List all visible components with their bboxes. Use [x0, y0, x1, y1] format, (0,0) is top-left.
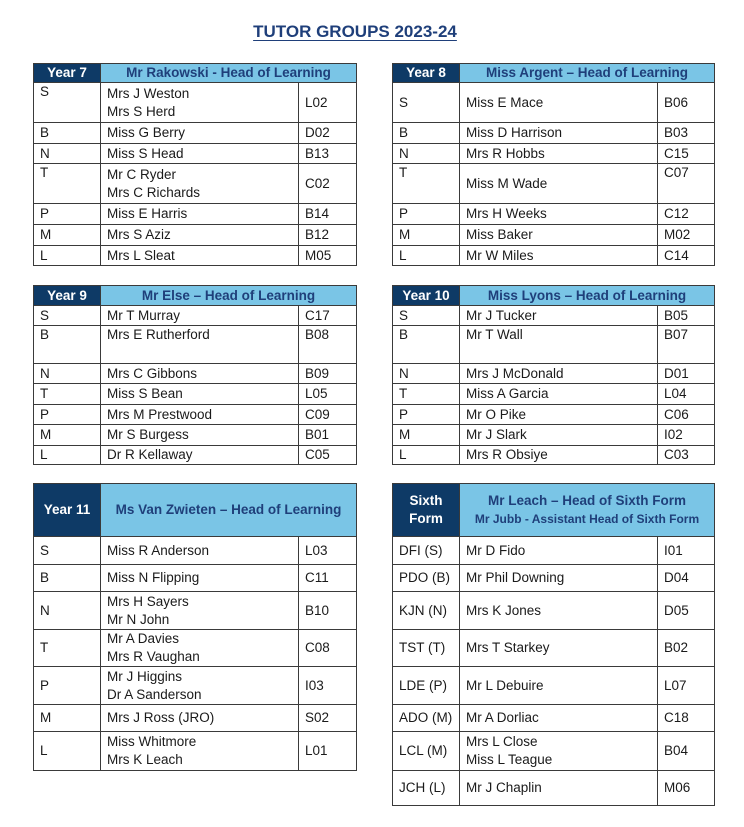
- tutor-cell: Miss S Head: [101, 144, 299, 164]
- room-cell: M05: [299, 246, 357, 266]
- room-cell: L03: [299, 537, 357, 565]
- tutor-name: Mrs R Vaughan: [107, 649, 200, 664]
- room-cell: L07: [658, 667, 715, 705]
- year11-head: Ms Van Zwieten – Head of Learning: [101, 484, 357, 537]
- year8-head: Miss Argent – Head of Learning: [460, 64, 715, 83]
- house-cell: N: [34, 144, 101, 164]
- sixth-form-header: [393, 484, 715, 537]
- table-row: [34, 405, 357, 425]
- table-row: [34, 83, 357, 123]
- table-row: [393, 246, 715, 266]
- tutor-cell: [101, 164, 299, 204]
- sixth-form-label-line1: Sixth: [409, 493, 443, 508]
- room-cell: C09: [299, 405, 357, 425]
- room-cell: C02: [299, 164, 357, 204]
- room-cell: L05: [299, 384, 357, 405]
- tutor-cell: Miss G Berry: [101, 123, 299, 144]
- year11-table: [33, 483, 357, 771]
- room-cell: I03: [299, 667, 357, 705]
- year7-table: [33, 63, 357, 266]
- table-row: [34, 225, 357, 246]
- room-cell: L02: [299, 83, 357, 123]
- room-cell: B04: [658, 732, 715, 771]
- house-cell: S: [393, 306, 460, 326]
- tutor-cell: [101, 667, 299, 705]
- table-row: [393, 405, 715, 425]
- tutor-cell: Mrs R Obsiye: [460, 446, 658, 465]
- house-cell: S: [34, 306, 101, 326]
- tutor-cell: Mrs E Rutherford: [101, 326, 299, 364]
- room-cell: C03: [658, 446, 715, 465]
- tutor-cell: Mr D Fido: [460, 537, 658, 565]
- room-cell: B06: [658, 83, 715, 123]
- tutor-name: Dr A Sanderson: [107, 686, 202, 702]
- tutor-name: Mr A Davies: [107, 631, 180, 646]
- room-cell: C05: [299, 446, 357, 465]
- tutor-cell: Mrs S Aziz: [101, 225, 299, 246]
- table-row: [34, 364, 357, 384]
- room-cell: B10: [299, 592, 357, 630]
- tutor-cell: Mrs H Weeks: [460, 204, 658, 225]
- house-cell: DFI (S): [393, 537, 460, 565]
- year10-header: [393, 286, 715, 306]
- house-cell: B: [393, 326, 460, 364]
- year9-header: [34, 286, 357, 306]
- house-cell: B: [34, 565, 101, 592]
- room-cell: B02: [658, 630, 715, 667]
- house-cell: P: [393, 405, 460, 425]
- tutor-cell: [101, 630, 299, 667]
- room-cell: B13: [299, 144, 357, 164]
- sixth-form-label-line2: Form: [409, 511, 443, 526]
- table-row: [393, 565, 715, 592]
- house-cell: S: [34, 537, 101, 565]
- house-cell: JCH (L): [393, 771, 460, 806]
- house-cell: P: [34, 667, 101, 705]
- tutor-cell: [101, 592, 299, 630]
- room-cell: S02: [299, 705, 357, 732]
- year9-label: Year 9: [34, 286, 101, 306]
- tutor-name: Mrs L Close: [466, 734, 538, 749]
- tutor-cell: Miss M Wade: [460, 164, 658, 204]
- room-cell: B12: [299, 225, 357, 246]
- table-row: [34, 425, 357, 446]
- table-row: [393, 771, 715, 806]
- table-row: [34, 246, 357, 266]
- table-row: [393, 705, 715, 732]
- house-cell: B: [393, 123, 460, 144]
- room-cell: L04: [658, 384, 715, 405]
- table-row: [393, 384, 715, 405]
- year8-header: [393, 64, 715, 83]
- tutor-cell: Mr W Miles: [460, 246, 658, 266]
- tutor-cell: Miss A Garcia: [460, 384, 658, 405]
- tutor-cell: Mr T Murray: [101, 306, 299, 326]
- table-row: [34, 164, 357, 204]
- house-cell: L: [393, 446, 460, 465]
- room-cell: I02: [658, 425, 715, 446]
- tutor-cell: Mr A Dorliac: [460, 705, 658, 732]
- tutor-cell: Mr J Chaplin: [460, 771, 658, 806]
- table-row: [34, 667, 357, 705]
- tutor-name: Mr C Ryder: [107, 166, 177, 182]
- house-cell: P: [34, 204, 101, 225]
- house-cell: T: [34, 630, 101, 667]
- tutor-name: Mrs C Richards: [107, 184, 201, 200]
- tutor-cell: Miss R Anderson: [101, 537, 299, 565]
- room-cell: B08: [299, 326, 357, 364]
- table-row: [393, 204, 715, 225]
- room-cell: C07: [658, 164, 715, 204]
- year8-label: Year 8: [393, 64, 460, 83]
- table-row: [34, 565, 357, 592]
- house-cell: T: [393, 384, 460, 405]
- table-row: [393, 83, 715, 123]
- tutor-cell: Miss Baker: [460, 225, 658, 246]
- table-row: [34, 326, 357, 364]
- head-of-sixth-form: Mr Leach – Head of Sixth Form: [487, 493, 687, 508]
- house-cell: P: [393, 204, 460, 225]
- table-row: [393, 164, 715, 204]
- tutor-name: Mr J Higgins: [107, 668, 183, 684]
- tutor-cell: Mr J Slark: [460, 425, 658, 446]
- house-cell: M: [393, 225, 460, 246]
- tutor-cell: Mrs K Jones: [460, 592, 658, 630]
- tutor-cell: Mrs J McDonald: [460, 364, 658, 384]
- room-cell: D02: [299, 123, 357, 144]
- tutor-cell: Mr Phil Downing: [460, 565, 658, 592]
- tutor-cell: Mrs J Ross (JRO): [101, 705, 299, 732]
- table-row: [34, 384, 357, 405]
- house-cell: N: [34, 592, 101, 630]
- tutor-cell: Mrs M Prestwood: [101, 405, 299, 425]
- tutor-name: Miss Whitmore: [107, 734, 197, 749]
- sixth-form-table: [392, 483, 715, 806]
- table-row: [393, 225, 715, 246]
- table-row: [34, 630, 357, 667]
- house-cell: L: [393, 246, 460, 266]
- house-cell: TST (T): [393, 630, 460, 667]
- year7-header: [34, 64, 357, 83]
- table-row: [393, 732, 715, 771]
- table-row: [393, 123, 715, 144]
- room-cell: M02: [658, 225, 715, 246]
- tutor-cell: Miss N Flipping: [101, 565, 299, 592]
- house-cell: KJN (N): [393, 592, 460, 630]
- room-cell: B01: [299, 425, 357, 446]
- room-cell: C15: [658, 144, 715, 164]
- house-cell: N: [393, 364, 460, 384]
- tutor-cell: [101, 732, 299, 771]
- assistant-head: Mr Jubb - Assistant Head of Sixth Form: [474, 512, 700, 526]
- table-row: [393, 667, 715, 705]
- room-cell: C06: [658, 405, 715, 425]
- tutor-cell: [460, 732, 658, 771]
- room-cell: C11: [299, 565, 357, 592]
- room-cell: C17: [299, 306, 357, 326]
- year11-label: Year 11: [34, 484, 101, 537]
- tutor-cell: Miss E Mace: [460, 83, 658, 123]
- table-row: [34, 144, 357, 164]
- room-cell: D04: [658, 565, 715, 592]
- house-cell: N: [393, 144, 460, 164]
- table-row: [393, 425, 715, 446]
- year7-label: Year 7: [34, 64, 101, 83]
- page-title-text: TUTOR GROUPS 2023-24: [253, 22, 457, 41]
- room-cell: B09: [299, 364, 357, 384]
- tutor-cell: Mrs C Gibbons: [101, 364, 299, 384]
- year10-label: Year 10: [393, 286, 460, 306]
- year10-head: Miss Lyons – Head of Learning: [460, 286, 715, 306]
- tutor-cell: Mr T Wall: [460, 326, 658, 364]
- table-row: [34, 446, 357, 465]
- room-cell: D01: [658, 364, 715, 384]
- tutor-cell: Miss D Harrison: [460, 123, 658, 144]
- tutor-cell: Dr R Kellaway: [101, 446, 299, 465]
- house-cell: N: [34, 364, 101, 384]
- table-row: [393, 326, 715, 364]
- house-cell: T: [393, 164, 460, 204]
- year8-table: [392, 63, 715, 266]
- house-cell: T: [34, 164, 101, 204]
- house-cell: T: [34, 384, 101, 405]
- tutor-cell: Mr L Debuire: [460, 667, 658, 705]
- tutor-name: Mrs K Leach: [107, 752, 183, 767]
- house-cell: M: [34, 225, 101, 246]
- house-cell: L: [34, 446, 101, 465]
- year10-table: [392, 285, 715, 465]
- house-cell: M: [34, 705, 101, 732]
- table-row: [393, 446, 715, 465]
- tutor-cell: Mrs R Hobbs: [460, 144, 658, 164]
- page-title: [0, 22, 710, 42]
- tutor-cell: Mr S Burgess: [101, 425, 299, 446]
- house-cell: S: [393, 83, 460, 123]
- table-row: [34, 732, 357, 771]
- room-cell: M06: [658, 771, 715, 806]
- tutor-cell: Mrs T Starkey: [460, 630, 658, 667]
- tutor-cell: Miss E Harris: [101, 204, 299, 225]
- room-cell: C08: [299, 630, 357, 667]
- house-cell: B: [34, 326, 101, 364]
- table-row: [393, 630, 715, 667]
- room-cell: L01: [299, 732, 357, 771]
- room-cell: B03: [658, 123, 715, 144]
- table-row: [34, 705, 357, 732]
- house-cell: L: [34, 246, 101, 266]
- table-row: [34, 123, 357, 144]
- tutor-name: Mrs J Weston: [107, 85, 190, 101]
- sixth-form-head: [460, 484, 715, 537]
- tutor-name: Mr N John: [107, 611, 170, 627]
- house-cell: PDO (B): [393, 565, 460, 592]
- house-cell: LDE (P): [393, 667, 460, 705]
- year11-header: [34, 484, 357, 537]
- room-cell: I01: [658, 537, 715, 565]
- house-cell: LCL (M): [393, 732, 460, 771]
- table-row: [34, 306, 357, 326]
- table-row: [34, 592, 357, 630]
- tutor-name: Mrs H Sayers: [107, 593, 189, 609]
- table-row: [393, 364, 715, 384]
- house-cell: ADO (M): [393, 705, 460, 732]
- tutor-cell: Miss S Bean: [101, 384, 299, 405]
- room-cell: C14: [658, 246, 715, 266]
- table-row: [393, 306, 715, 326]
- house-cell: L: [34, 732, 101, 771]
- table-row: [393, 537, 715, 565]
- room-cell: C12: [658, 204, 715, 225]
- room-cell: B07: [658, 326, 715, 364]
- house-cell: B: [34, 123, 101, 144]
- year9-head: Mr Else – Head of Learning: [101, 286, 357, 306]
- tutor-cell: Mr O Pike: [460, 405, 658, 425]
- house-cell: M: [34, 425, 101, 446]
- table-row: [393, 592, 715, 630]
- room-cell: B14: [299, 204, 357, 225]
- room-cell: D05: [658, 592, 715, 630]
- tutor-name: Miss L Teague: [466, 752, 553, 767]
- tutor-name: Mrs S Herd: [107, 103, 176, 119]
- room-cell: B05: [658, 306, 715, 326]
- table-row: [393, 144, 715, 164]
- year9-table: [33, 285, 357, 465]
- year7-head: Mr Rakowski - Head of Learning: [101, 64, 357, 83]
- table-row: [34, 204, 357, 225]
- house-cell: P: [34, 405, 101, 425]
- sixth-form-label: [393, 484, 460, 537]
- table-row: [34, 537, 357, 565]
- house-cell: S: [34, 83, 101, 123]
- tutor-cell: Mr J Tucker: [460, 306, 658, 326]
- room-cell: C18: [658, 705, 715, 732]
- house-cell: M: [393, 425, 460, 446]
- tutor-cell: [101, 83, 299, 123]
- tutor-cell: Mrs L Sleat: [101, 246, 299, 266]
